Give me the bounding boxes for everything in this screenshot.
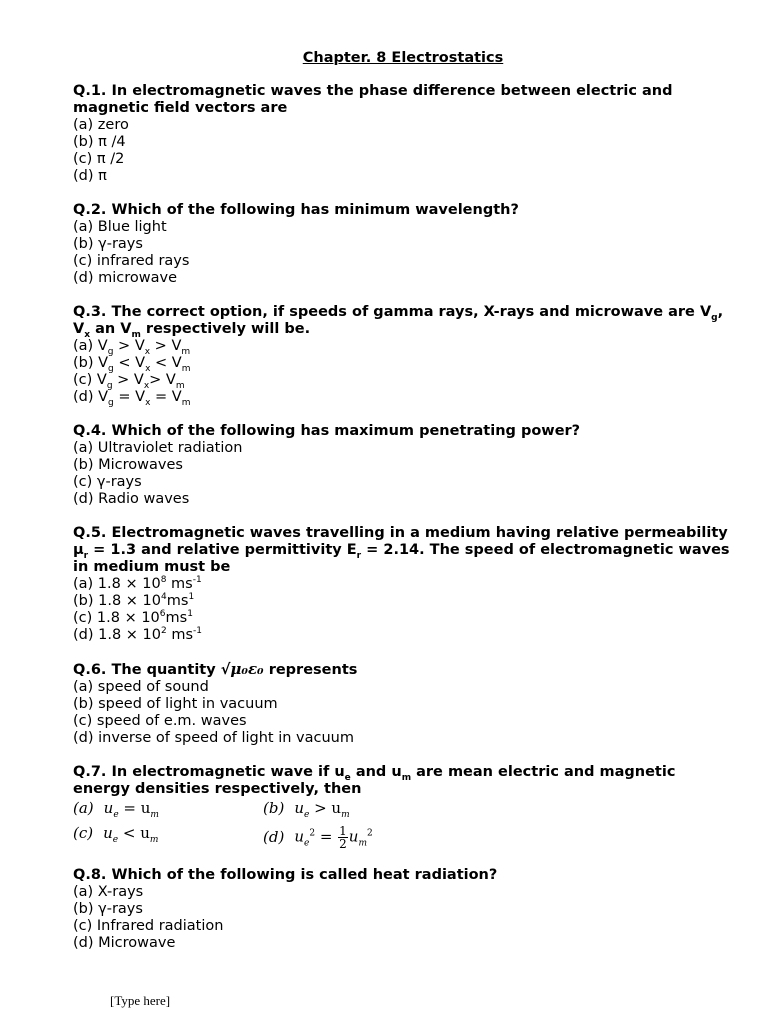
chapter-title: Chapter. 8 Electrostatics	[302, 50, 504, 66]
option-a: (a) $u_e = u_m$	[73, 799, 159, 820]
question-text: Q.2. Which of the following has minimum wavelength?	[73, 202, 519, 218]
document-page	[73, 50, 733, 969]
question-6	[73, 661, 733, 747]
option-d: (d) Radio waves	[73, 491, 190, 507]
option-b: (b) π /4	[73, 134, 126, 150]
option-a: (a) Blue light	[73, 219, 167, 235]
question-2	[73, 202, 733, 287]
option-d: (d) $V_g = V_x = V_m$	[73, 389, 191, 408]
option-b: (b) speed of light in vacuum	[73, 696, 278, 712]
math-options	[73, 800, 733, 850]
question-text: Q.8. Which of the following is called heat radiation?	[73, 867, 498, 883]
option-b: (b) $u_e > u_m$	[263, 799, 350, 820]
option-c: (c) Infrared radiation	[73, 918, 224, 934]
option-b: (b) $1.8 \times 10^4ms^1$	[73, 592, 195, 609]
question-text: Q.3. The correct option, if speeds of gamma rays, X-rays and microwave are $V_g$, $V_x$ an $V_m$ respectively will be.	[73, 304, 724, 340]
question-5	[73, 525, 733, 644]
question-text: Q.6. The quantity √μ₀ε₀ represents	[73, 660, 358, 678]
option-a: (a) X-rays	[73, 884, 144, 900]
question-1	[73, 83, 733, 185]
option-b: (b) Microwaves	[73, 457, 183, 473]
option-b: (b) $V_g < V_x < V_m$	[73, 355, 191, 374]
option-a: (a) $1.8 \times 10^8$ $ms^{-1}$	[73, 575, 202, 592]
question-8	[73, 867, 733, 952]
option-b: (b) γ-rays	[73, 236, 143, 252]
question-4	[73, 423, 733, 508]
option-d: (d) π	[73, 168, 107, 184]
option-c: (c) infrared rays	[73, 253, 190, 269]
question-text: Q.5. Electromagnetic waves travelling in a medium having relative permeability $\mu_r = 1.3$ and relative permittivity $E_r = 2.14$. The speed of electromagnetic waves in medium must be	[73, 525, 730, 575]
question-text: Q.1. In electromagnetic waves the phase difference between electric and magnetic field vectors are	[73, 83, 673, 116]
option-c: (c) $1.8 \times 10^6ms^1$	[73, 609, 193, 626]
question-3	[73, 304, 733, 406]
option-d: (d) Microwave	[73, 935, 176, 951]
option-a: (a) speed of sound	[73, 679, 209, 695]
option-c: (c) γ-rays	[73, 474, 142, 490]
option-c: (c) speed of e.m. waves	[73, 713, 247, 729]
mu-epsilon-expression: μ₀ε₀	[230, 660, 264, 678]
option-c: (c) $u_e < u_m$	[73, 824, 159, 845]
option-d: (d) $u_e^2$ = $\frac{1}{2}$ $u_m^2$	[263, 824, 373, 851]
one-half-fraction: $\frac{1}{2}$	[339, 824, 347, 851]
option-b: (b) γ-rays	[73, 901, 143, 917]
question-7	[73, 764, 733, 850]
option-c: (c) π /2	[73, 151, 125, 167]
option-d: (d) microwave	[73, 270, 178, 286]
option-c: (c) $V_g > V_x> V_m$	[73, 372, 185, 391]
question-text: Q.7. In electromagnetic wave if $u_e$ and $u_m$ are mean electric and magnetic energy densities respectively, then	[73, 764, 676, 797]
option-a: (a) Ultraviolet radiation	[73, 440, 243, 456]
option-a: (a) zero	[73, 117, 129, 133]
option-a: (a) $V_g > V_x > V_m$	[73, 338, 191, 357]
option-d: (d) inverse of speed of light in vacuum	[73, 730, 354, 746]
question-text: Q.4. Which of the following has maximum penetrating power?	[73, 423, 581, 439]
option-d: (d) $1.8 \times 10^2$ $ms^{-1}$	[73, 626, 203, 643]
page-footer: [Type here]	[110, 993, 171, 1008]
